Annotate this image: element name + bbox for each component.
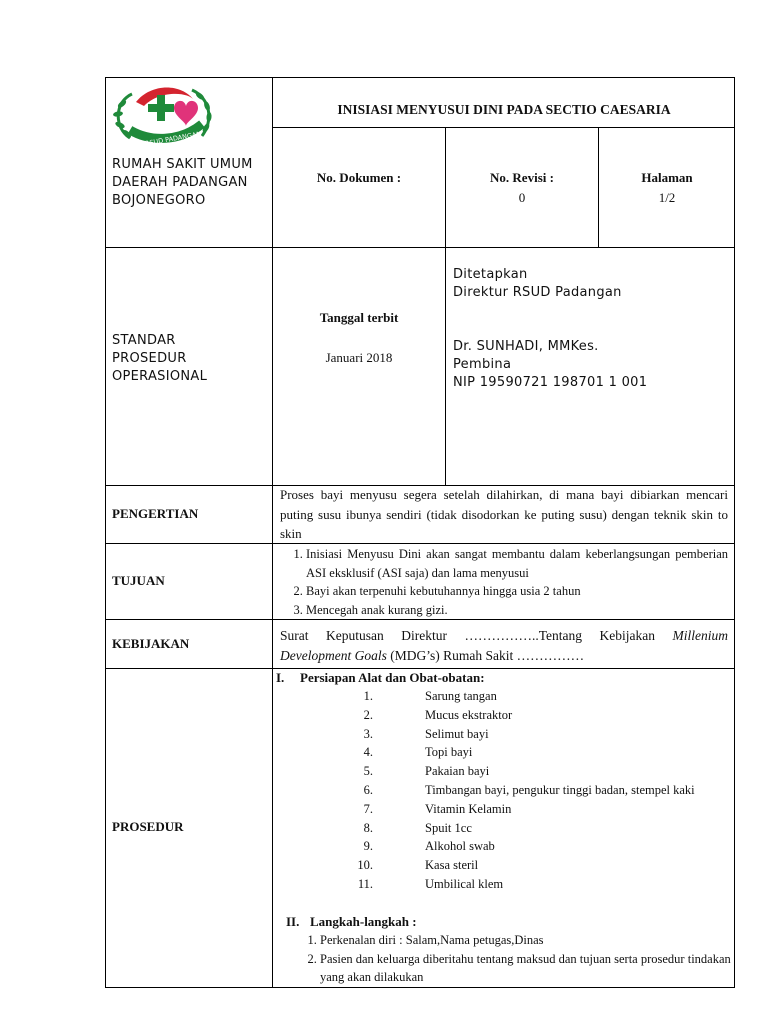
pengertian-text: Proses bayi menyusu segera setelah dilahirkan, di mana bayi dibiarkan mencari puting susu ibunya sendiri (tidak disodorkan ke puting susu) dengan teknik skin to skin	[280, 487, 728, 541]
logo-text: RSUD PADANGAN	[144, 129, 202, 148]
tool-number: 3.	[363, 726, 373, 741]
tools-list	[276, 687, 731, 894]
tool-text: Selimut bayi	[425, 726, 489, 741]
tool-text: Vitamin Kelamin	[425, 801, 512, 816]
tool-number: 11.	[357, 876, 373, 891]
section-1-number: I.	[276, 670, 285, 685]
step-item: 1. Perkenalan diri : Salam,Nama petugas,Dinas	[320, 931, 731, 950]
tool-item	[276, 762, 731, 781]
tool-number: 2.	[363, 707, 373, 722]
hospital-logo	[110, 80, 222, 148]
tool-number: 10.	[357, 858, 373, 873]
tool-number: 1.	[363, 689, 373, 703]
tool-text: Umbilical klem	[425, 876, 504, 891]
prosedur-section-1	[276, 669, 731, 894]
tool-text: Timbangan bayi, pengukur tinggi badan, stempel kaki	[425, 782, 695, 797]
kebijakan-part1: Surat Keputusan Direktur ……………..Tentang Kebijakan	[280, 628, 673, 643]
no-revisi-value: 0	[518, 190, 526, 205]
tool-text: Mucus ekstraktor	[425, 707, 513, 722]
tool-number: 8.	[363, 820, 373, 835]
section-2-title: Langkah-langkah :	[310, 914, 417, 929]
tool-item	[276, 819, 731, 838]
tool-item	[276, 781, 731, 800]
tujuan-item: 2. Bayi akan terpenuhi kebutuhannya hingga usia 2 tahun	[306, 582, 728, 601]
prosedur-label: PROSEDUR	[112, 819, 184, 834]
tool-text: Topi bayi	[425, 745, 473, 760]
hospital-name: RUMAH SAKIT UMUM DAERAH PADANGAN BOJONEGORO	[112, 157, 253, 208]
sop-label: STANDAR PROSEDUR OPERASIONAL	[112, 333, 208, 384]
halaman-value: 1/2	[658, 190, 676, 205]
tujuan-label: TUJUAN	[112, 573, 165, 588]
divider	[105, 619, 735, 620]
tujuan-list	[280, 545, 728, 619]
document-title: INISIASI MENYUSUI DINI PADA SECTIO CAESARIA	[337, 102, 671, 117]
nama-text: Dr. SUNHADI, MMKes.	[453, 339, 599, 354]
ditetapkan-text: Ditetapkan	[453, 267, 528, 282]
tool-item	[276, 687, 731, 706]
tool-item	[276, 875, 731, 894]
no-dokumen-label: No. Dokumen :	[316, 170, 402, 185]
pangkat-text: Pembina	[453, 357, 512, 372]
tujuan-item: 3. Mencegah anak kurang gizi.	[306, 601, 728, 620]
kebijakan-label: KEBIJAKAN	[112, 636, 190, 651]
jabatan-text: Direktur RSUD Padangan	[453, 285, 622, 300]
tool-number: 4.	[363, 745, 373, 760]
prosedur-section-2	[286, 913, 731, 987]
divider	[272, 127, 735, 128]
halaman-label: Halaman	[641, 170, 693, 185]
divider	[105, 247, 735, 248]
tool-item	[276, 706, 731, 725]
tool-number: 5.	[363, 764, 373, 779]
tool-item	[276, 743, 731, 762]
tool-text: Sarung tangan	[425, 689, 497, 703]
tool-item	[276, 800, 731, 819]
tool-item	[276, 725, 731, 744]
tool-item	[276, 837, 731, 856]
section-1-title: Persiapan Alat dan Obat-obatan:	[300, 670, 485, 685]
pengertian-label: PENGERTIAN	[112, 506, 199, 521]
kebijakan-italic: Millenium Development Goals	[280, 628, 728, 663]
tanggal-terbit-value: Januari 2018	[325, 350, 393, 365]
tool-number: 9.	[363, 839, 373, 854]
divider	[272, 77, 273, 988]
tool-number: 6.	[363, 782, 373, 797]
tanggal-terbit-label: Tanggal terbit	[319, 310, 399, 325]
tool-text: Pakaian bayi	[425, 764, 490, 779]
step-item: 2. Pasien dan keluarga diberitahu tentang maksud dan tujuan serta prosedur tindakan yang akan dilakukan	[320, 950, 731, 987]
tool-item	[276, 856, 731, 875]
nip-text: NIP 19590721 198701 1 001	[453, 375, 648, 390]
tujuan-item: 1. Inisiasi Menyusu Dini akan sangat membantu dalam keberlangsungan pemberian ASI eksklusif (ASI saja) dan lama menyusui	[306, 545, 728, 582]
tool-text: Alkohol swab	[425, 839, 495, 854]
section-2-number: II.	[286, 914, 300, 929]
no-revisi-label: No. Revisi :	[490, 170, 554, 185]
kebijakan-text	[280, 626, 728, 665]
tool-text: Spuit 1cc	[425, 820, 472, 835]
kebijakan-part2: (MDG’s) Rumah Sakit ……………	[386, 647, 585, 663]
tool-number: 7.	[363, 801, 373, 816]
tool-text: Kasa steril	[425, 858, 479, 873]
approval-block	[453, 266, 733, 392]
